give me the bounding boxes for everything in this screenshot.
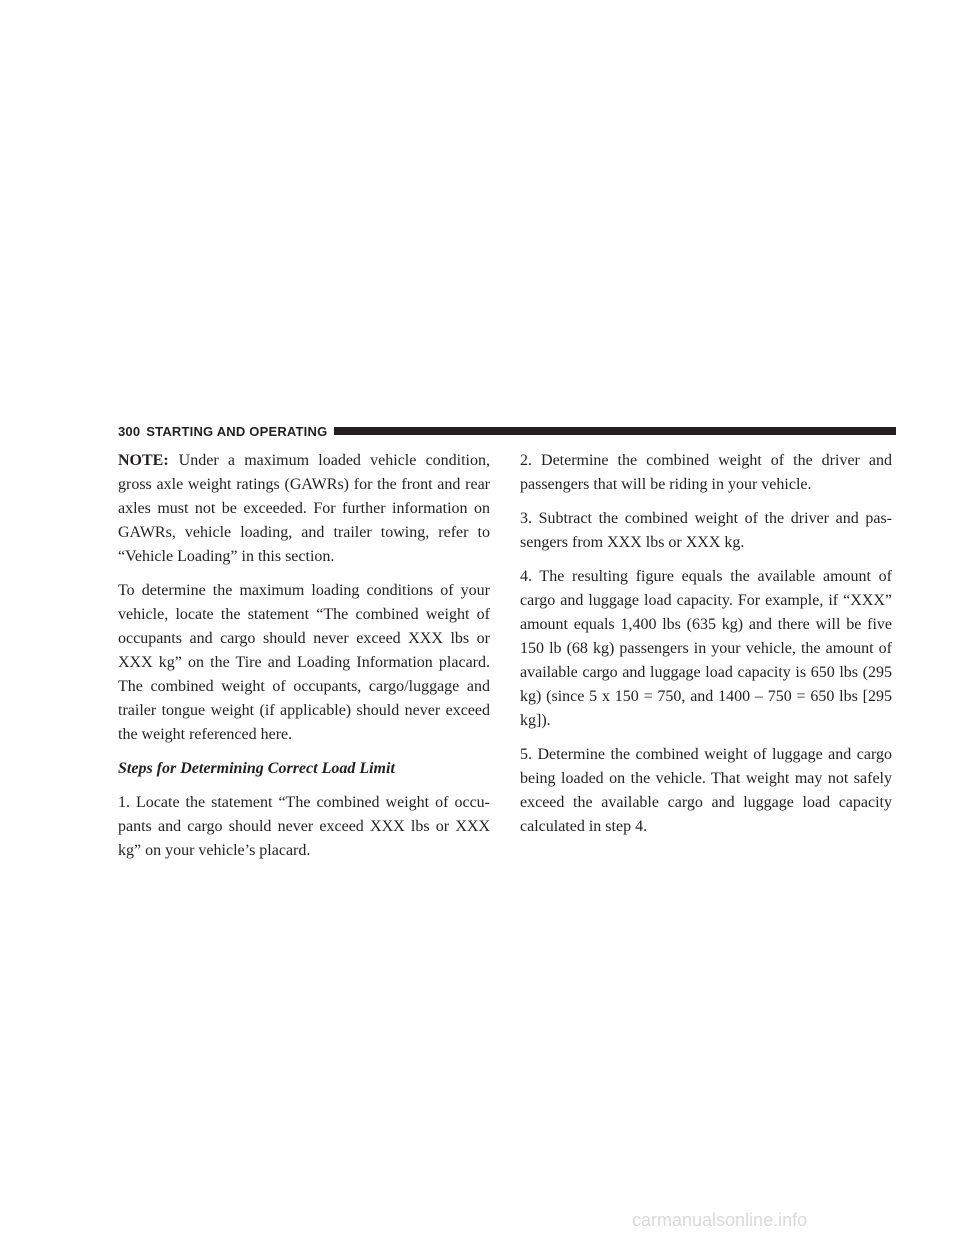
step-1: 1. Locate the statement “The combined weight of occu-pants and cargo should never exceed XXX lbs or XXX kg” on your vehicle’s placard. [118,794,490,859]
watermark: carmanualsonline.info [632,1210,808,1230]
header-rule [334,427,896,435]
note-text: Under a maximum loaded vehicle condition, gross axle weight ratings (GAWRs) for the front and rear axles must not be exceeded. For further information on GAWRs, vehicle loading, and trailer towing, refer to “Vehicle Loading” in this section. [118,452,490,565]
left-column [118,449,490,873]
note-label: NOTE: [118,452,169,469]
step-4: 4. The resulting figure equals the available amount of cargo and luggage load capacity. For example, if “XXX” amount equals 1,400 lbs (635 kg) and there will be five 150 lb (68 kg) passengers in your vehicle, the amount of available cargo and luggage load capacity is 650 lbs (295 kg) (since 5 x 150 = 750, and 1400 – 750 = 650 lbs [295 kg]). [520,568,892,729]
steps-subheading: Steps for Determining Correct Load Limit [118,760,395,777]
step-3: 3. Subtract the combined weight of the driver and pas-sengers from XXX lbs or XXX kg. [520,510,892,551]
right-column [520,449,892,849]
page-number: 300 [118,423,141,439]
step-2: 2. Determine the combined weight of the driver and passengers that will be riding in your vehicle. [520,452,892,493]
step-5: 5. Determine the combined weight of luggage and cargo being loaded on the vehicle. That weight may not safely exceed the available cargo and luggage load capacity calculated in step 4. [520,746,892,835]
running-header [118,423,896,439]
loading-conditions-paragraph: To determine the maximum loading conditions of your vehicle, locate the statement “The combined weight of occupants and cargo should never exceed XXX lbs or XXX kg” on the Tire and Loading Information placard. The combined weight of occupants, cargo/luggage and trailer tongue weight (if applicable) should never exceed the weight referenced here. [118,582,490,743]
note-paragraph [118,449,490,569]
section-title: STARTING AND OPERATING [146,423,328,439]
